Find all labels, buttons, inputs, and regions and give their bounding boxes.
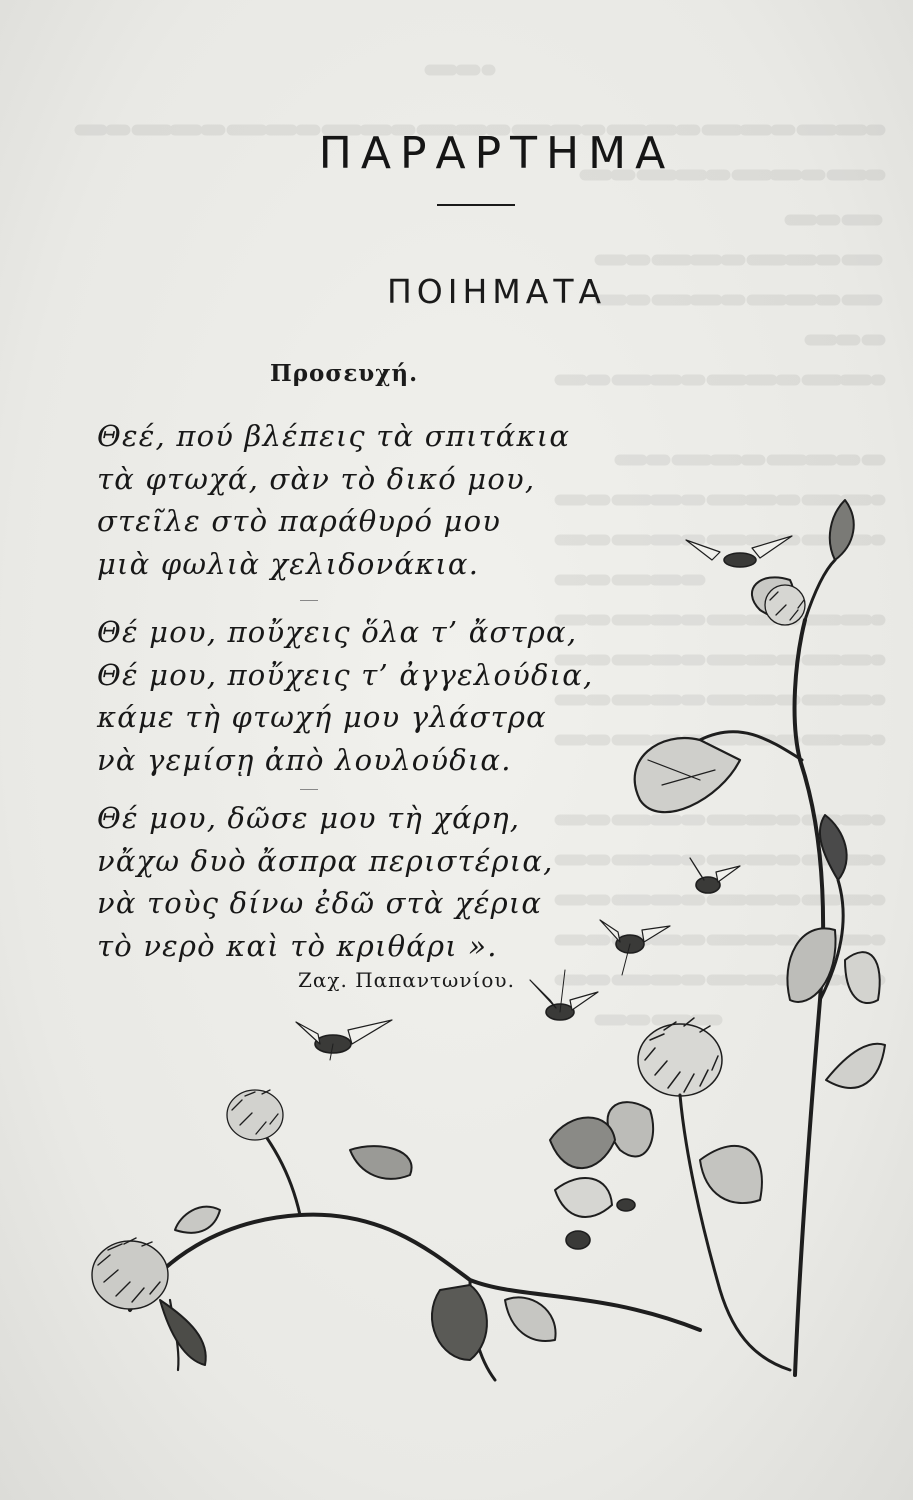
- poem-line: Θεέ, πού βλέπεις τὰ σπιτάκια: [97, 419, 571, 453]
- poem-title: Προσευχή.: [270, 360, 419, 387]
- poem-line: Θέ μου, πoὔχεις τ’ ἀγγελούδια,: [97, 657, 594, 692]
- section-title: ΠΟΙΗΜΑΤΑ: [386, 272, 607, 311]
- poem-line: μιὰ φωλιὰ χελιδονάκια.: [97, 546, 480, 581]
- poem-author: Ζαχ. Παπαντωνίου.: [298, 968, 515, 992]
- poem-line: κάμε τὴ φτωχή μου γλάστρα: [97, 700, 547, 734]
- poem-line: Θέ μου, πoὔχεις ὅλα τ’ ἄστρα,: [97, 615, 578, 649]
- page-heading: ΠΑΡΑΡΤΗΜΑ: [318, 128, 675, 179]
- poem-line: νὰ τοὺς δίνω ἐδῶ στὰ χέρια: [97, 886, 543, 920]
- poem-line: τὰ φτωχά, σὰν τὸ δικό μου,: [97, 461, 536, 496]
- poem-line: Θέ μου, δῶσε μου τὴ χάρη,: [97, 801, 521, 835]
- poem-line: τὸ νερὸ καὶ τὸ κριθάρι ».: [97, 928, 498, 963]
- poem-line: νὰ γεμίσῃ ἀπὸ λουλούδια.: [97, 742, 512, 777]
- poem-line: νἄχω δυὸ ἄσπρα περιστέρια,: [97, 843, 554, 878]
- poem-line: στεῖλε στὸ παράθυρό μου: [97, 504, 502, 538]
